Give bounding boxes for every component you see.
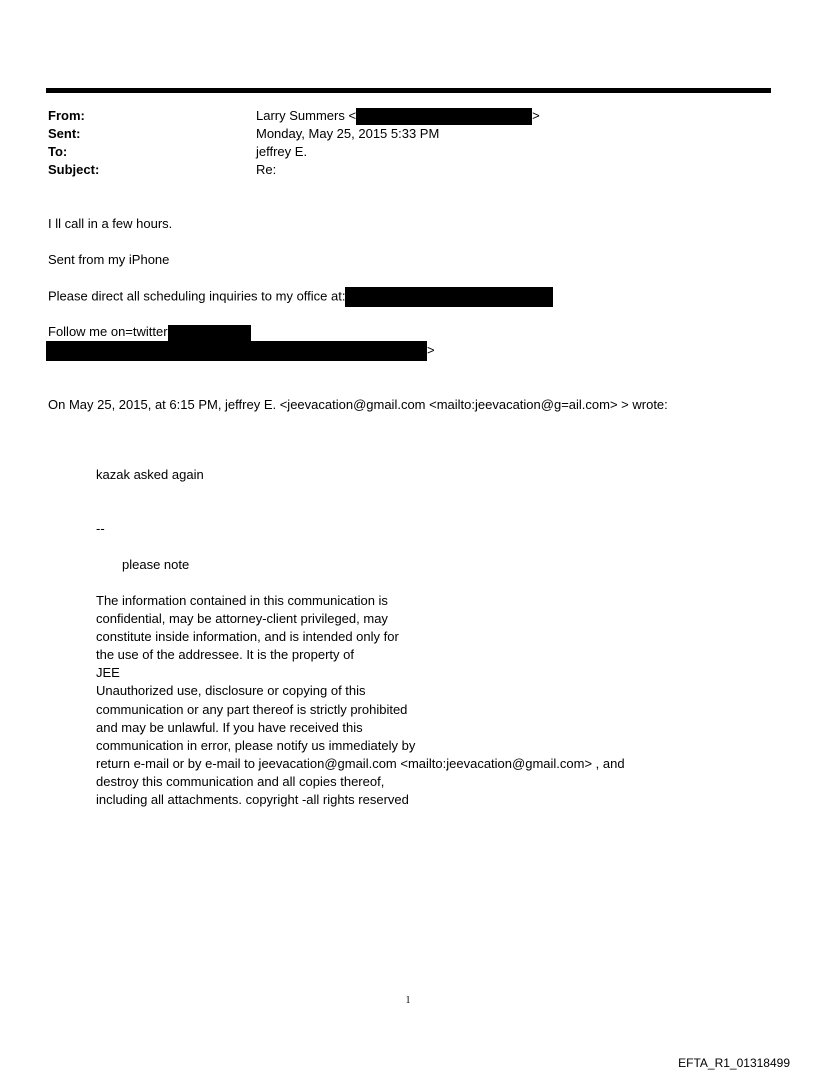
disclaimer-line: communication in error, please notify us immediately by xyxy=(96,737,416,753)
from-name: Larry Summers < xyxy=(256,108,357,123)
body-line-call: I ll call in a few hours. xyxy=(48,216,173,231)
disclaimer-line: The information contained in this communication is xyxy=(96,593,388,608)
disclaimer-line: return e-mail or by e-mail to jeevacation@gmail.com <mailto:jeevacation@gmail.com> , and xyxy=(96,755,625,771)
redaction-block xyxy=(345,287,553,307)
disclaimer-line: and may be unlawful. If you have received this xyxy=(96,719,363,735)
scheduling-text: Please direct all scheduling inquiries to my office at: xyxy=(48,288,346,304)
redaction-block xyxy=(168,325,251,341)
redaction-block xyxy=(46,341,427,361)
twitter-url-line xyxy=(46,341,435,361)
disclaimer-line: constitute inside information, and is intended only for xyxy=(96,629,399,645)
disclaimer-line: destroy this communication and all copies thereof, xyxy=(96,773,385,789)
disclaimer-line: confidential, may be attorney-client privileged, may xyxy=(96,611,388,627)
subject-label: Subject: xyxy=(48,162,100,177)
disclaimer-line: JEE xyxy=(96,665,120,681)
twitter-line xyxy=(48,323,251,341)
page-number: 1 xyxy=(405,995,411,1006)
please-note: please note xyxy=(122,557,190,572)
sent-value: Monday, May 25, 2015 5:33 PM xyxy=(256,126,440,141)
to-value: jeffrey E. xyxy=(256,144,308,159)
disclaimer-line: including all attachments. copyright -all rights reserved xyxy=(96,792,409,808)
disclaimer xyxy=(96,592,625,809)
from-label: From: xyxy=(48,108,85,123)
twitter-url-suffix: > xyxy=(427,342,435,358)
disclaimer-line: the use of the addressee. It is the property of xyxy=(96,647,354,663)
redaction-block xyxy=(356,108,532,125)
to-label: To: xyxy=(48,144,68,159)
from-suffix: > xyxy=(532,108,540,123)
body-line-signature: Sent from my iPhone xyxy=(48,252,170,267)
sent-label: Sent: xyxy=(48,126,81,141)
subject-value: Re: xyxy=(256,162,277,177)
header-divider xyxy=(46,88,771,93)
disclaimer-line: communication or any part thereof is strictly prohibited xyxy=(96,701,408,717)
disclaimer-line: Unauthorized use, disclosure or copying of this xyxy=(96,683,366,699)
twitter-text: Follow me on=twitter xyxy=(48,324,168,339)
scheduling-line xyxy=(48,287,553,307)
document-id: EFTA_R1_01318499 xyxy=(678,1056,790,1070)
signature-separator: -- xyxy=(96,521,105,536)
from-value xyxy=(256,107,540,125)
quote-message: kazak asked again xyxy=(96,467,204,482)
quote-attribution: On May 25, 2015, at 6:15 PM, jeffrey E. <jeevacation@gmail.com <mailto:jeevacation@g=ail.com> > wrote: xyxy=(48,397,668,412)
